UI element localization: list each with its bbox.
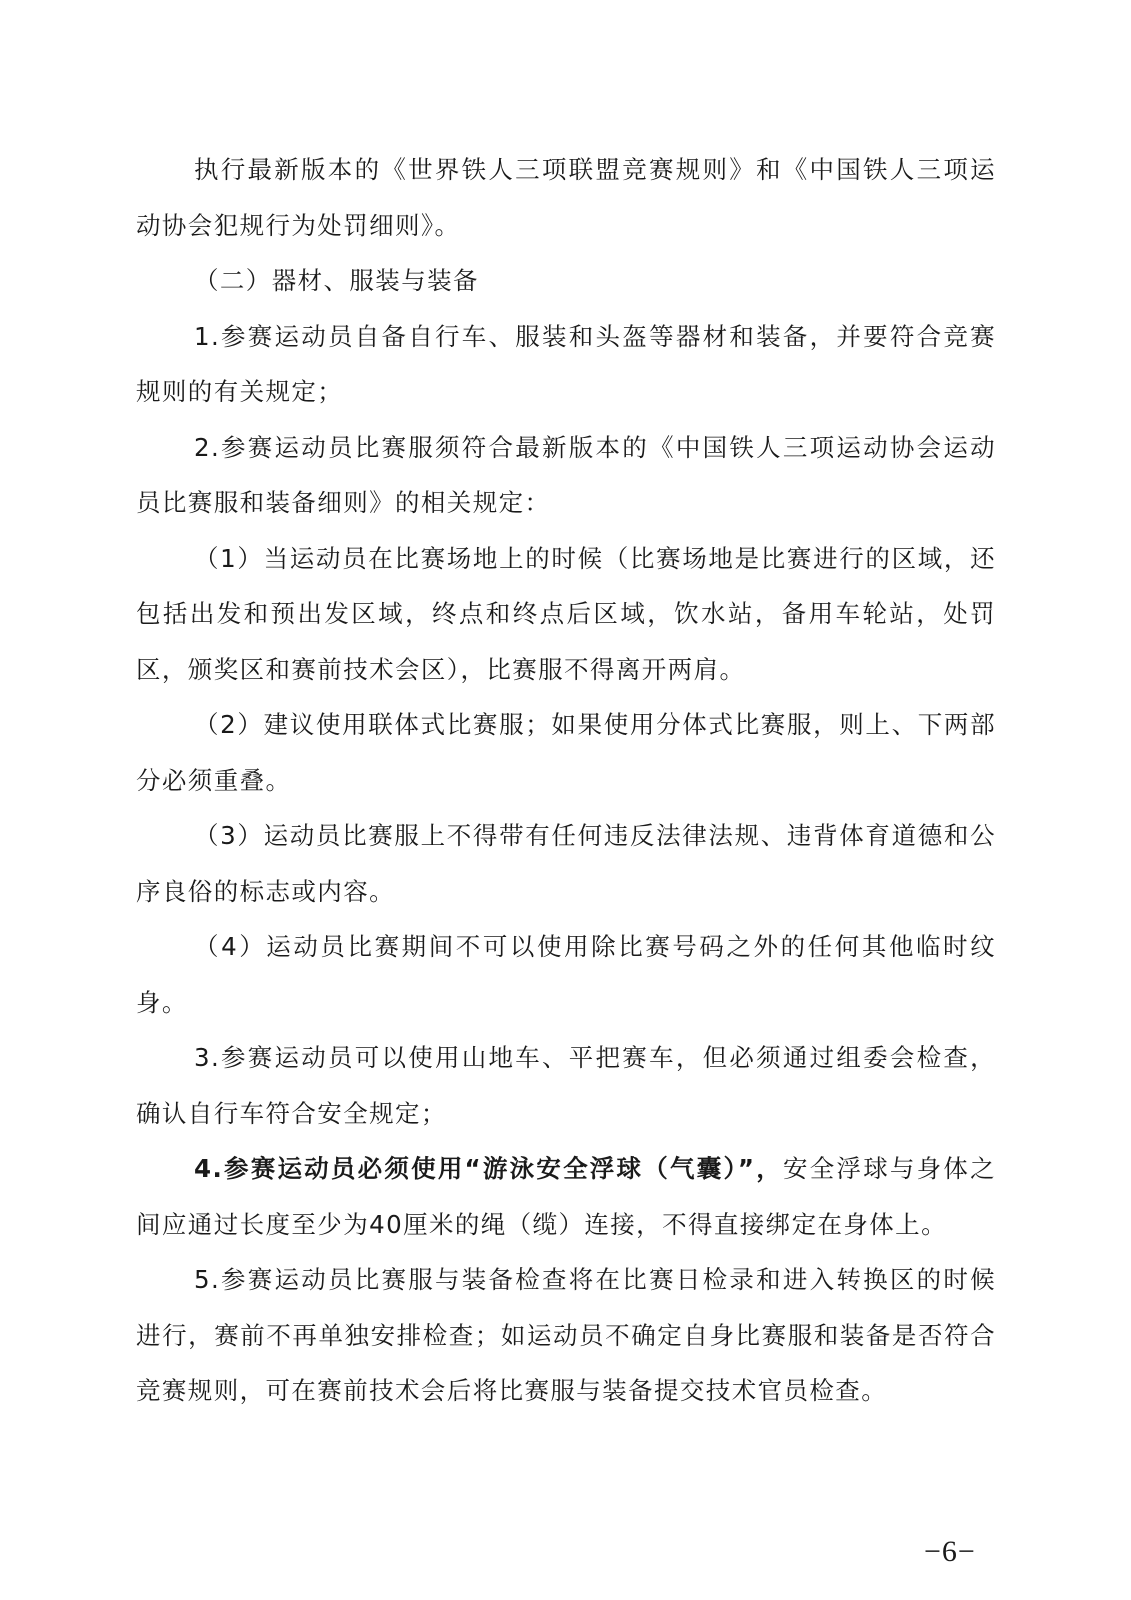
paragraph-subitem-2: （2）建议使用联体式比赛服；如果使用分体式比赛服，则上、下两部分必须重叠。: [136, 710, 996, 795]
paragraph-item-1: 1.参赛运动员自备自行车、服装和头盔等器材和装备，并要符合竞赛规则的有关规定；: [136, 321, 996, 406]
paragraph-item-2: 2.参赛运动员比赛服须符合最新版本的《中国铁人三项运动协会运动员比赛服和装备细则》的相关规定：: [136, 432, 996, 517]
paragraph-item-4-bold: 4.参赛运动员必须使用“游泳安全浮球（气囊）”，: [194, 1154, 783, 1183]
document-body: [136, 142, 996, 1419]
section-heading-equipment: （二）器材、服装与装备: [194, 266, 479, 295]
paragraph-item-4-rest: 安全浮球与身体之间应通过长度至少为40厘米的绳（缆）连接，不得直接绑定在身体上。: [136, 1154, 997, 1239]
paragraph-item-3: 3.参赛运动员可以使用山地车、平把赛车，但必须通过组委会检查，确认自行车符合安全规定；: [136, 1043, 996, 1128]
paragraph-item-5: 5.参赛运动员比赛服与装备检查将在比赛日检录和进入转换区的时候进行，赛前不再单独安排检查；如运动员不确定自身比赛服和装备是否符合竞赛规则，可在赛前技术会后将比赛服与装备提交技术官员检查。: [136, 1265, 996, 1405]
page-number: −6−: [924, 1535, 976, 1568]
paragraph-subitem-1: （1）当运动员在比赛场地上的时候（比赛场地是比赛进行的区域，还包括出发和预出发区域，终点和终点后区域，饮水站，备用车轮站，处罚区，颁奖区和赛前技术会区），比赛服不得离开两肩。: [136, 543, 996, 684]
paragraph-subitem-4: （4）运动员比赛期间不可以使用除比赛号码之外的任何其他临时纹身。: [136, 932, 996, 1017]
paragraph-rules-reference: 执行最新版本的《世界铁人三项联盟竞赛规则》和《中国铁人三项运动协会犯规行为处罚细则》。: [136, 155, 996, 240]
paragraph-subitem-3: （3）运动员比赛服上不得带有任何违反法律法规、违背体育道德和公序良俗的标志或内容。: [136, 821, 996, 906]
paragraph-item-4: [136, 1141, 996, 1252]
